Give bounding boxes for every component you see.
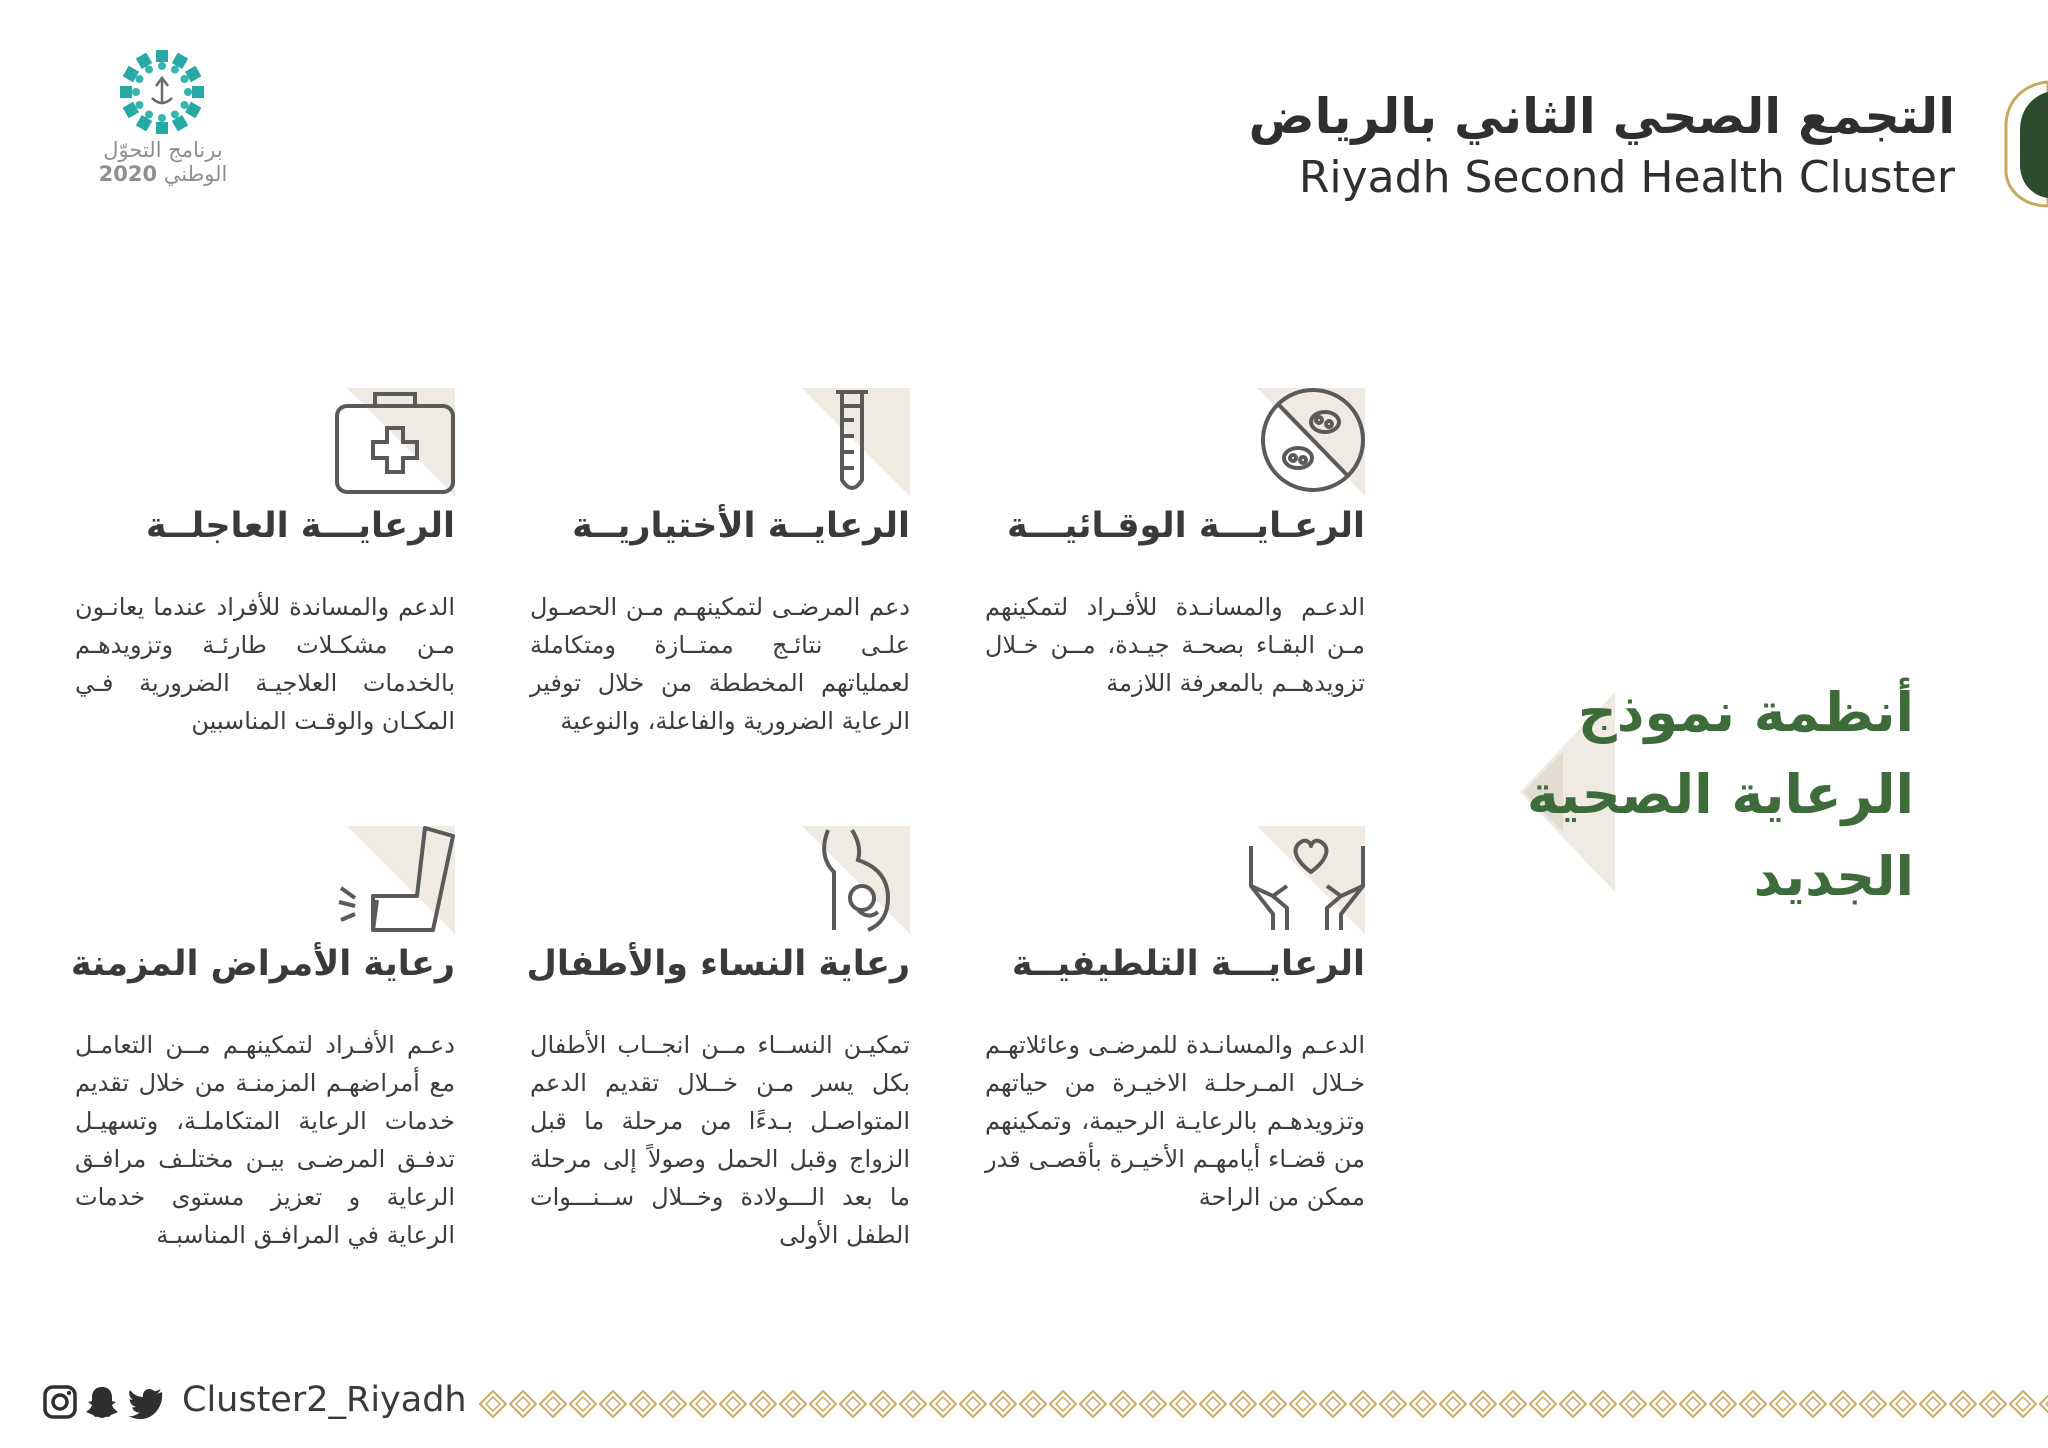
card-chronic-care	[70, 826, 455, 1249]
card-title: الرعايـــة التلطيفيــة	[1011, 944, 1365, 984]
card-title: رعاية النساء والأطفال	[526, 944, 910, 984]
card-urgent-care	[75, 388, 455, 808]
card-preventive-care	[985, 388, 1365, 808]
hands-heart-icon	[1243, 826, 1365, 936]
card-elective-care	[530, 388, 910, 808]
vision-logo-text	[88, 138, 238, 186]
card-description: تمكيـن النســاء مــن انجــاب الأطفال بكل يسر مـن خــلال تقديم الدعم المتواصـل بـدءًا من مرحلة ما قبل الزواج وقبل الحمل وصولاً إلى مرحلة ما بعد الـــولادة وخــلال ســنـــوات الطفل الأولى	[530, 1031, 910, 1249]
main-title-line3: الجديد	[1753, 845, 1914, 908]
social-handle[interactable]: Cluster2_Riyadh	[182, 1380, 467, 1420]
card-title: الرعايــة الأختياريــة	[572, 506, 910, 546]
first-aid-kit-icon	[333, 388, 455, 498]
snapchat-icon[interactable]	[84, 1384, 120, 1420]
vision-logo-line1: برنامج التحوّل	[103, 138, 223, 162]
inhaler-icon	[333, 826, 455, 936]
card-palliative-care	[985, 826, 1365, 1246]
card-title: الرعايـــة العاجلــة	[145, 506, 455, 546]
org-name-english: Riyadh Second Health Cluster	[1298, 152, 1955, 203]
card-description: الدعم والمساندة للأفراد عندما يعانـون مـن مشكـلات طارئـة وتزويدهـم بالخدمات العلاجيـة الضرورية فـي المكـان والوقـت المناسبين	[75, 593, 455, 735]
pregnancy-icon	[788, 826, 910, 936]
card-description: دعم المرضـى لتمكينهـم مـن الحصـول علـى نتائـج ممتــازة ومتكاملة لعملياتهم المخططة من خلال توفير الرعاية الضرورية والفاعلة، والنوعية	[530, 593, 910, 735]
card-title: رعاية الأمراض المزمنة	[70, 944, 455, 984]
test-tube-icon	[788, 388, 910, 498]
vision-logo-year: 2020	[98, 162, 158, 186]
card-description: الدعـم والمسانـدة للمرضـى وعائلاتهـم خـلال المـرحلـة الاخيـرة من حياتهم وتزويدهـم بالرعايـة الرحيمة، وتمكينهم من قضـاء أيامهـم الأخيـرة بأقصـى قدر ممكن من الراحة	[985, 1031, 1365, 1211]
instagram-icon[interactable]	[42, 1384, 78, 1420]
org-name-arabic: التجمع الصحي الثاني بالرياض	[1248, 88, 1955, 145]
virus-prohibited-icon	[1243, 388, 1365, 498]
card-description: دعـم الأفـراد لتمكينهـم مــن التعامـل مع أمراضهـم المزمنـة من خلال تقديم خدمات الرعاية المتكاملـة، وتسهيـل تدفـق المرضـى بيـن مختلـف مرافـق الرعاية و تعزيز مستوى خدمات الرعاية في المرافـق المناسبـة	[75, 1031, 455, 1249]
twitter-icon[interactable]	[128, 1384, 164, 1420]
cluster-logo-mark	[1986, 78, 2048, 208]
main-title	[1494, 672, 1914, 918]
footer-decorative-pattern	[478, 1389, 2048, 1419]
vision-logo-line2: الوطني	[163, 162, 228, 186]
card-description: الدعـم والمسانـدة للأفـراد لتمكينهم مـن البقـاء بصحـة جيـدة، مــن خـلال تزويدهــم بالمعرفة اللازمة	[985, 593, 1365, 697]
card-title: الرعـايـــة الوقـائيـــة	[1006, 506, 1365, 546]
card-women-children-care	[526, 826, 910, 1249]
main-title-line1: أنظمة نموذج	[1577, 681, 1914, 744]
main-title-line2: الرعاية الصحية	[1526, 763, 1914, 826]
